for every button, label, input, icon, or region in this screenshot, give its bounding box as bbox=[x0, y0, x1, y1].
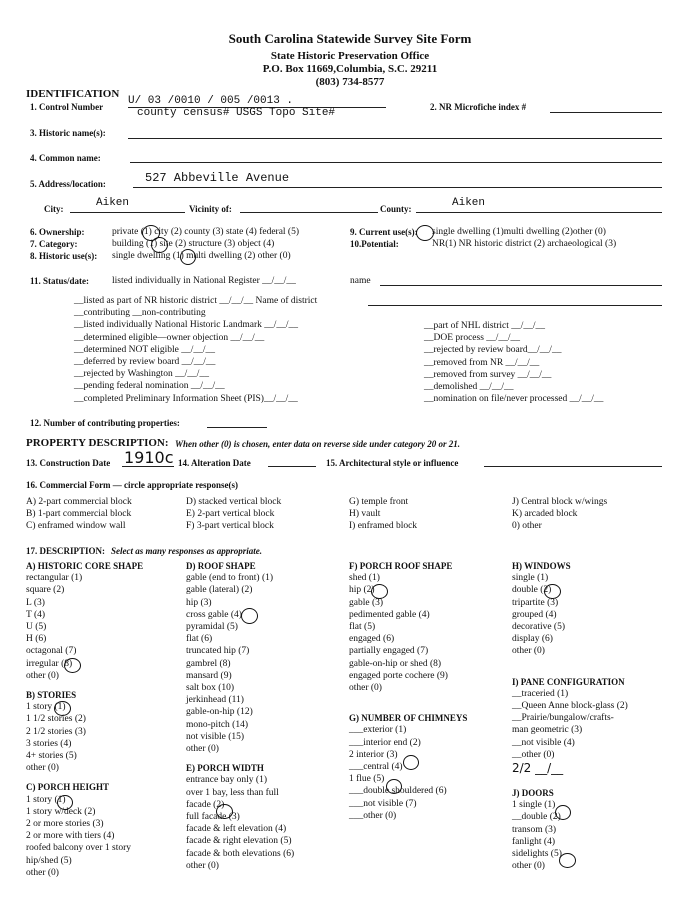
core-shape-title: A) HISTORIC CORE SHAPE bbox=[26, 561, 144, 571]
option[interactable]: sidelights (5) bbox=[512, 849, 562, 860]
option[interactable]: irregular (8) bbox=[26, 658, 73, 669]
construction-date-label: 13. Construction Date bbox=[26, 458, 111, 468]
circle-mark bbox=[403, 755, 419, 770]
option[interactable]: ___not visible (7) bbox=[349, 798, 417, 809]
circle-mark bbox=[416, 225, 434, 241]
status-name-label: name bbox=[350, 276, 371, 286]
option[interactable]: not visible (15) bbox=[186, 731, 245, 742]
option[interactable]: hip (2) bbox=[349, 585, 375, 596]
option[interactable]: __not visible (4) bbox=[512, 737, 575, 748]
option[interactable]: ___central (4) bbox=[349, 762, 403, 773]
style-field[interactable] bbox=[484, 466, 662, 467]
status-item[interactable]: __DOE process __/__/__ bbox=[424, 333, 521, 344]
option[interactable]: truncated hip (7) bbox=[186, 646, 250, 657]
option[interactable]: entrance bay only (1) bbox=[186, 775, 267, 786]
option[interactable]: facade & both elevations (6) bbox=[186, 848, 295, 859]
option[interactable]: facade & right elevation (5) bbox=[186, 836, 292, 847]
option[interactable]: other (0) bbox=[512, 646, 545, 657]
option[interactable]: square (2) bbox=[26, 585, 65, 596]
circle-mark bbox=[180, 249, 196, 265]
status-item[interactable]: __removed from NR __/__/__ bbox=[424, 357, 540, 368]
option[interactable]: 2 1/2 stories (3) bbox=[26, 726, 86, 737]
form-title: South Carolina Statewide Survey Site Form bbox=[228, 31, 472, 46]
desc-col-3 bbox=[349, 560, 467, 822]
option[interactable]: mansard (9) bbox=[186, 670, 232, 681]
status-item[interactable]: __rejected by Washington __/__/__ bbox=[74, 369, 209, 380]
status-item[interactable]: __part of NHL district __/__/__ bbox=[424, 321, 546, 331]
city-label: City: bbox=[44, 204, 64, 214]
description-note: Select as many responses as appropriate. bbox=[111, 546, 263, 556]
option[interactable]: rectangular (1) bbox=[26, 573, 83, 584]
option[interactable]: __Prairie/bungalow/crafts- bbox=[512, 713, 614, 724]
stories-title: B) STORIES bbox=[26, 690, 77, 701]
contributing-field[interactable] bbox=[207, 427, 267, 428]
option[interactable]: double (2) bbox=[512, 585, 552, 596]
desc-col-4 bbox=[512, 560, 628, 872]
status-label: 11. Status/date: bbox=[30, 276, 90, 286]
control-number-value[interactable]: U/ 03 /0010 / 005 /0013 . bbox=[128, 95, 294, 107]
circle-mark bbox=[555, 805, 571, 820]
status-item[interactable]: __contributing __non-contributing bbox=[74, 308, 206, 319]
vicinity-label: Vicinity of: bbox=[189, 204, 232, 214]
common-name-label: 4. Common name: bbox=[30, 153, 101, 163]
commercial-option[interactable]: E) 2-part vertical block bbox=[186, 509, 275, 520]
option[interactable]: L (3) bbox=[26, 597, 45, 608]
option[interactable]: 1 1/2 stories (2) bbox=[26, 714, 86, 725]
option[interactable]: salt box (10) bbox=[186, 683, 235, 694]
option[interactable]: single (1) bbox=[512, 573, 549, 584]
option[interactable]: 3 stories (4) bbox=[26, 738, 72, 749]
county-value[interactable]: Aiken bbox=[452, 197, 486, 209]
commercial-option[interactable]: J) Central block w/wings bbox=[512, 497, 608, 507]
historic-name-field[interactable] bbox=[128, 138, 662, 139]
commercial-option[interactable]: C) enframed window wall bbox=[26, 521, 126, 532]
historic-name-label: 3. Historic name(s): bbox=[30, 128, 106, 138]
option[interactable]: 2 or more with tiers (4) bbox=[26, 831, 115, 842]
commercial-option[interactable]: D) stacked vertical block bbox=[186, 497, 282, 507]
circle-mark bbox=[57, 795, 73, 810]
status-name-field[interactable] bbox=[380, 285, 662, 286]
circle-mark bbox=[64, 658, 81, 673]
pane-configuration-title: I) PANE CONFIGURATION bbox=[512, 676, 625, 687]
status-right-list bbox=[424, 320, 603, 405]
porch-roof-title: F) PORCH ROOF SHAPE bbox=[349, 561, 453, 571]
circle-mark bbox=[54, 701, 71, 716]
option[interactable]: pedimented gable (4) bbox=[349, 609, 430, 620]
pane-handwritten[interactable]: 2/2 __/__ bbox=[512, 761, 564, 776]
option[interactable]: decorative (5) bbox=[512, 622, 566, 633]
office-name: State Historic Preservation Office bbox=[270, 50, 430, 62]
status-item[interactable]: __deferred by review board __/__/__ bbox=[74, 357, 216, 368]
option[interactable]: H (6) bbox=[26, 634, 47, 645]
option[interactable]: 1 story (1) bbox=[26, 702, 66, 713]
current-use-label: 9. Current use(s): bbox=[350, 227, 418, 237]
construction-date-value[interactable]: 1910c bbox=[124, 448, 174, 467]
option[interactable]: ___interior end (2) bbox=[349, 737, 421, 748]
option[interactable]: roofed balcony over 1 story bbox=[26, 843, 131, 854]
ownership-label: 6. Ownership: bbox=[30, 227, 85, 237]
commercial-option[interactable]: 0) other bbox=[512, 521, 542, 532]
option[interactable]: facade & left elevation (4) bbox=[186, 824, 287, 835]
status-item[interactable]: __demolished __/__/__ bbox=[424, 382, 514, 393]
option[interactable]: other (0) bbox=[186, 860, 219, 871]
county-label: County: bbox=[380, 204, 412, 214]
option[interactable]: display (6) bbox=[512, 634, 553, 645]
option[interactable]: mono-pitch (14) bbox=[186, 719, 249, 730]
commercial-option[interactable]: I) enframed block bbox=[349, 521, 418, 532]
current-use-options: single dwelling (1)multi dwelling (2)other (0) bbox=[432, 227, 606, 237]
option[interactable]: 2 or more stories (3) bbox=[26, 819, 104, 830]
historic-use-options: single dwelling (1) multi dwelling (2) other (0) bbox=[112, 251, 291, 261]
option[interactable]: 1 story w/deck (2) bbox=[26, 806, 96, 817]
option[interactable]: other (0) bbox=[186, 744, 219, 755]
category-options: building (1) site (2) structure (3) object (4) bbox=[112, 239, 275, 249]
option[interactable]: engaged porte cochere (9) bbox=[349, 670, 448, 681]
property-description-title: PROPERTY DESCRIPTION: bbox=[26, 437, 169, 449]
chimneys-title: G) NUMBER OF CHIMNEYS bbox=[349, 713, 468, 724]
office-address: P.O. Box 11669,Columbia, S.C. 29211 bbox=[262, 63, 438, 75]
status-item[interactable]: __rejected by review board__/__/__ bbox=[424, 345, 562, 356]
circle-mark bbox=[241, 608, 258, 624]
option[interactable]: 1 single (1) bbox=[512, 800, 556, 811]
address-value[interactable]: 527 Abbeville Avenue bbox=[145, 171, 290, 185]
option[interactable]: other (0) bbox=[349, 683, 382, 694]
commercial-col-2 bbox=[186, 496, 281, 533]
control-number-label: 1. Control Number bbox=[30, 102, 104, 112]
option[interactable]: man geometric (3) bbox=[512, 725, 583, 736]
office-phone: (803) 734-8577 bbox=[315, 76, 385, 88]
vicinity-field[interactable] bbox=[240, 212, 378, 213]
porch-width-title: E) PORCH WIDTH bbox=[186, 763, 264, 774]
option[interactable]: ___other (0) bbox=[349, 810, 397, 821]
option[interactable]: __traceried (1) bbox=[512, 688, 569, 699]
status-item[interactable]: __completed Preliminary Information Sheet (PIS)__/__/__ bbox=[74, 393, 298, 404]
option[interactable]: flat (6) bbox=[186, 634, 213, 645]
option[interactable]: T (4) bbox=[26, 609, 46, 620]
nr-microfiche-label: 2. NR Microfiche index # bbox=[430, 102, 527, 112]
circle-mark bbox=[216, 804, 233, 819]
option[interactable]: pyramidal (5) bbox=[186, 622, 238, 633]
option[interactable]: facade (2) bbox=[186, 799, 225, 810]
district-name-field[interactable] bbox=[368, 305, 662, 306]
option[interactable]: other (0) bbox=[26, 867, 59, 878]
status-first: listed individually in National Register __/__/__ bbox=[112, 276, 296, 286]
circle-mark bbox=[559, 853, 576, 868]
description-label: 17. DESCRIPTION: bbox=[26, 546, 106, 556]
control-number-subtitle: county census# USGS Topo Site# bbox=[137, 107, 336, 119]
commercial-col-1 bbox=[26, 496, 132, 533]
status-left-list bbox=[74, 295, 317, 405]
ownership-options: private (1) city (2) county (3) state (4) federal (5) bbox=[112, 227, 300, 237]
commercial-col-3 bbox=[349, 496, 417, 533]
address-label: 5. Address/location: bbox=[30, 179, 106, 189]
option[interactable]: __other (0) bbox=[512, 749, 555, 760]
option[interactable]: grouped (4) bbox=[512, 609, 557, 620]
commercial-option[interactable]: F) 3-part vertical block bbox=[186, 521, 274, 532]
option[interactable]: partially engaged (7) bbox=[349, 646, 429, 657]
option[interactable]: 4+ stories (5) bbox=[26, 751, 77, 762]
option[interactable]: 2 interior (3) bbox=[349, 749, 398, 760]
commercial-option[interactable]: A) 2-part commercial block bbox=[26, 497, 132, 507]
option[interactable]: other (0) bbox=[26, 763, 59, 774]
nr-microfiche-field[interactable] bbox=[550, 112, 662, 113]
city-value[interactable]: Aiken bbox=[96, 197, 130, 209]
option[interactable]: ___double shouldered (6) bbox=[349, 786, 447, 797]
option[interactable]: other (0) bbox=[512, 861, 545, 872]
commercial-form-label: 16. Commercial Form — circle appropriate response(s) bbox=[26, 480, 239, 490]
option[interactable]: __Queen Anne block-glass (2) bbox=[512, 701, 628, 712]
circle-mark bbox=[371, 584, 388, 599]
alteration-date-label: 14. Alteration Date bbox=[178, 458, 251, 468]
property-description-note: When other (0) is chosen, enter data on reverse side under category 20 or 21. bbox=[175, 439, 460, 449]
status-item[interactable]: __determined NOT eligible __/__/__ bbox=[74, 344, 215, 355]
option[interactable]: U (5) bbox=[26, 622, 47, 633]
option[interactable]: hip/shed (5) bbox=[26, 855, 72, 866]
option[interactable]: shed (1) bbox=[349, 573, 380, 584]
circle-mark bbox=[544, 584, 561, 599]
porch-height-title: C) PORCH HEIGHT bbox=[26, 782, 110, 793]
option[interactable]: __double (2) bbox=[512, 812, 561, 823]
option[interactable]: gable (lateral) (2) bbox=[186, 585, 253, 596]
option[interactable]: engaged (6) bbox=[349, 634, 395, 645]
style-label: 15. Architectural style or influence bbox=[326, 458, 459, 468]
commercial-option[interactable]: K) arcaded block bbox=[512, 509, 578, 520]
contributing-label: 12. Number of contributing properties: bbox=[30, 418, 180, 428]
option[interactable]: transom (3) bbox=[512, 824, 557, 835]
option[interactable]: gable-on-hip or shed (8) bbox=[349, 658, 442, 669]
commercial-col-4 bbox=[512, 496, 607, 533]
commercial-option[interactable]: B) 1-part commercial block bbox=[26, 509, 132, 520]
roof-shape-title: D) ROOF SHAPE bbox=[186, 561, 256, 571]
category-label: 7. Category: bbox=[30, 239, 78, 249]
status-item[interactable]: __removed from survey __/__/__ bbox=[424, 369, 552, 380]
circle-mark bbox=[151, 237, 168, 253]
desc-col-1 bbox=[26, 560, 143, 879]
common-name-field[interactable] bbox=[130, 162, 662, 163]
status-item[interactable]: __listed individually National Historic Landmark __/__/__ bbox=[74, 320, 299, 331]
windows-title: H) WINDOWS bbox=[512, 561, 571, 571]
status-item[interactable]: __pending federal nomination __/__/__ bbox=[74, 381, 225, 392]
commercial-option[interactable]: H) vault bbox=[349, 509, 381, 520]
option[interactable]: gable-on-hip (12) bbox=[186, 707, 253, 718]
commercial-option[interactable]: G) temple front bbox=[349, 497, 409, 507]
option[interactable]: jerkinhead (11) bbox=[186, 695, 244, 706]
option[interactable]: hip (3) bbox=[186, 597, 212, 608]
option[interactable]: flat (5) bbox=[349, 622, 376, 633]
alteration-date-field[interactable] bbox=[268, 466, 316, 467]
potential-label: 10.Potential: bbox=[350, 239, 399, 249]
status-item[interactable]: __nomination on file/never processed __/__/__ bbox=[424, 394, 604, 405]
option[interactable]: full facade (3) bbox=[186, 812, 240, 823]
section-identification: IDENTIFICATION bbox=[26, 88, 120, 100]
option[interactable]: gambrel (8) bbox=[186, 658, 231, 669]
doors-title: J) DOORS bbox=[512, 788, 554, 799]
option[interactable]: tripartite (3) bbox=[512, 597, 559, 608]
option[interactable]: over 1 bay, less than full bbox=[186, 787, 279, 798]
option[interactable]: gable (end to front) (1) bbox=[186, 573, 274, 584]
option[interactable]: ___exterior (1) bbox=[349, 725, 407, 736]
option[interactable]: gable (3) bbox=[349, 597, 384, 608]
option[interactable]: 1 story (1) bbox=[26, 794, 66, 805]
option[interactable]: fanlight (4) bbox=[512, 836, 556, 847]
potential-options: NR(1) NR historic district (2) archaeological (3) bbox=[432, 239, 617, 249]
status-item[interactable]: __listed as part of NR historic district __/__/__ Name of district bbox=[74, 296, 318, 306]
historic-use-label: 8. Historic use(s): bbox=[30, 251, 98, 261]
option[interactable]: octagonal (7) bbox=[26, 646, 77, 657]
option[interactable]: cross gable (4) bbox=[186, 609, 242, 620]
status-item[interactable]: __determined eligible—owner objection __/__/__ bbox=[74, 332, 265, 343]
desc-col-2 bbox=[186, 560, 294, 872]
option[interactable]: 1 flue (5) bbox=[349, 774, 385, 785]
option[interactable]: other (0) bbox=[26, 670, 59, 681]
circle-mark bbox=[386, 779, 402, 794]
